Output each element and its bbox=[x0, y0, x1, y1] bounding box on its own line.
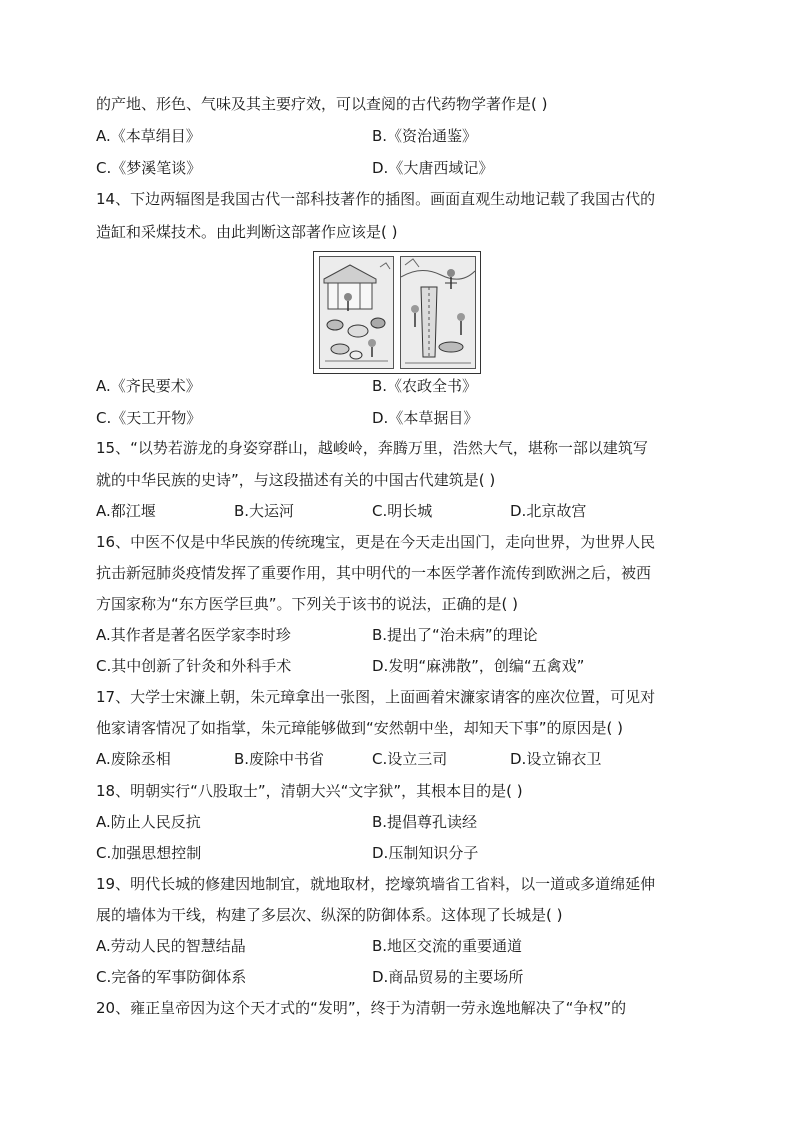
question-19-stem-line2: 展的墙体为干线，构建了多层次、纵深的防御体系。这体现了长城是( ) bbox=[96, 906, 563, 924]
question-18-stem: 18、明朝实行“八股取士”，清朝大兴“文字狱”，其根本目的是( ) bbox=[96, 782, 523, 800]
q14-option-b: B.《农政全书》 bbox=[372, 377, 478, 395]
question-13-stem: 的产地、形色、气味及其主要疗效，可以查阅的古代药物学著作是( ) bbox=[96, 95, 548, 113]
q13-option-d: D.《大唐西域记》 bbox=[372, 159, 494, 177]
q17-option-d: D.设立锦衣卫 bbox=[510, 750, 602, 768]
q18-option-b: B.提倡尊孔读经 bbox=[372, 813, 478, 831]
q14-option-a: A.《齐民要术》 bbox=[96, 377, 201, 395]
q18-option-c: C.加强思想控制 bbox=[96, 844, 202, 862]
q17-option-c: C.设立三司 bbox=[372, 750, 448, 768]
question-16-stem-line3: 方国家称为“东方医学巨典”。下列关于该书的说法，正确的是( ) bbox=[96, 595, 519, 613]
q15-option-a: A.都江堰 bbox=[96, 502, 156, 520]
question-14-stem-line2: 造缸和采煤技术。由此判断这部著作应该是( ) bbox=[96, 223, 398, 241]
q19-option-d: D.商品贸易的主要场所 bbox=[372, 968, 524, 986]
q18-option-d: D.压制知识分子 bbox=[372, 844, 479, 862]
q18-option-a: A.防止人民反抗 bbox=[96, 813, 201, 831]
pottery-making-illustration bbox=[319, 256, 394, 369]
question-14-stem-line1: 14、下边两辐图是我国古代一部科技著作的插图。画面直观生动地记载了我国古代的 bbox=[96, 190, 656, 208]
q17-option-a: A.废除丞相 bbox=[96, 750, 171, 768]
question-20-stem-line1: 20、雍正皇帝因为这个天才式的“发明”，终于为清朝一劳永逸地解决了“争权”的 bbox=[96, 999, 627, 1017]
q19-option-b: B.地区交流的重要通道 bbox=[372, 937, 523, 955]
q17-option-b: B.废除中书省 bbox=[234, 750, 325, 768]
q13-option-c: C.《梦溪笔谈》 bbox=[96, 159, 202, 177]
coal-mining-illustration bbox=[400, 256, 476, 369]
question-16-stem-line1: 16、中医不仅是中华民族的传统瑰宝，更是在今天走出国门，走向世界，为世界人民 bbox=[96, 533, 656, 551]
question-15-stem-line1: 15、“以势若游龙的身姿穿群山，越峻岭，奔腾万里，浩然大气，堪称一部以建筑写 bbox=[96, 439, 648, 457]
q13-option-a: A.《本草绢目》 bbox=[96, 127, 201, 145]
q13-option-b: B.《资治通鉴》 bbox=[372, 127, 478, 145]
q16-option-b: B.提出了“治未病”的理论 bbox=[372, 626, 538, 644]
q16-option-a: A.其作者是著名医学家李时珍 bbox=[96, 626, 291, 644]
question-17-stem-line1: 17、大学士宋濂上朝，朱元璋拿出一张图，上面画着宋濂家请客的座次位置，可见对 bbox=[96, 688, 656, 706]
q15-option-c: C.明长城 bbox=[372, 502, 433, 520]
question-15-stem-line2: 就的中华民族的史诗”，与这段描述有关的中国古代建筑是( ) bbox=[96, 471, 496, 489]
q19-option-a: A.劳动人民的智慧结晶 bbox=[96, 937, 246, 955]
q15-option-b: B.大运河 bbox=[234, 502, 295, 520]
question-16-stem-line2: 抗击新冠肺炎疫情发挥了重要作用，其中明代的一本医学著作流传到欧洲之后，被西 bbox=[96, 564, 652, 582]
technology-illustration-figure bbox=[313, 251, 481, 374]
q14-option-c: C.《天工开物》 bbox=[96, 409, 202, 427]
q15-option-d: D.北京故宫 bbox=[510, 502, 587, 520]
question-17-stem-line2: 他家请客情况了如指掌，朱元璋能够做到“安然朝中坐，却知天下事”的原因是( ) bbox=[96, 719, 624, 737]
q19-option-c: C.完备的军事防御体系 bbox=[96, 968, 247, 986]
q16-option-c: C.其中创新了针灸和外科手术 bbox=[96, 657, 292, 675]
question-19-stem-line1: 19、明代长城的修建因地制宜，就地取材，挖壕筑墙省工省料，以一道或多道绵延伸 bbox=[96, 875, 656, 893]
q14-option-d: D.《本草据目》 bbox=[372, 409, 479, 427]
q16-option-d: D.发明“麻沸散”，创编“五禽戏” bbox=[372, 657, 585, 675]
